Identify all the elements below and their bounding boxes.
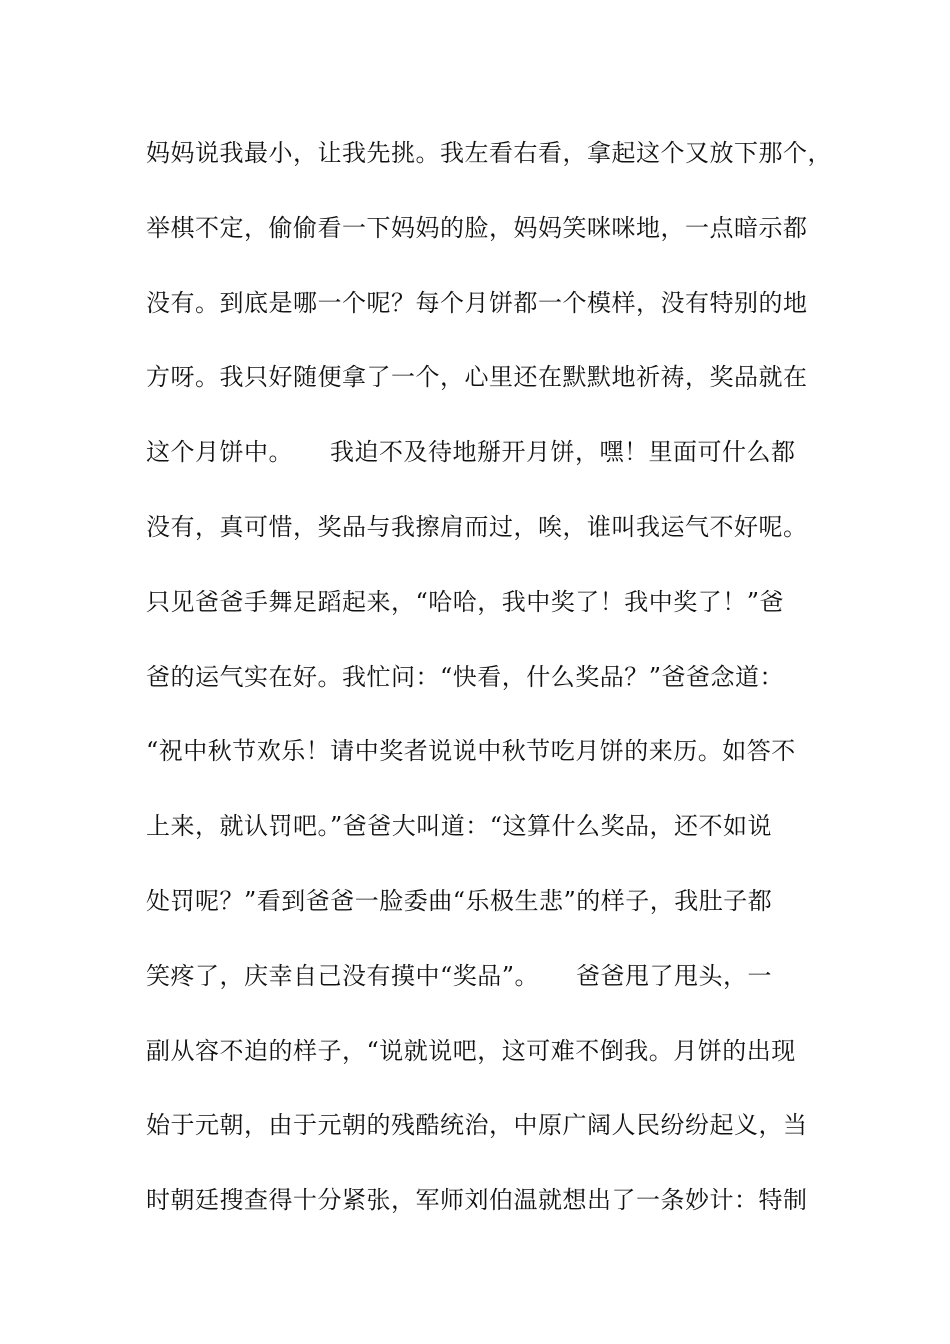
text-line-12: 笑疼了，庆幸自己没有摸中“奖品”。 爸爸甩了甩头，一 [146, 961, 773, 990]
text-line-1: 妈妈说我最小，让我先挑。我左看右看，拿起这个又放下那个， [146, 139, 832, 167]
text-line-5: 这个月饼中。 我迫不及待地掰开月饼，嘿！里面可什么都 [146, 438, 796, 467]
text-line-9: “祝中秋节欢乐！请中奖者说说中秋节吃月饼的来历。如答不 [146, 737, 796, 766]
text-line-6: 没有，真可惜，奖品与我擦肩而过，唉，谁叫我运气不好呢。 [146, 512, 808, 541]
body-text [146, 131, 832, 1253]
text-line-2: 举棋不定，偷偷看一下妈妈的脸，妈妈笑咪咪地，一点暗示都 [146, 213, 808, 242]
text-line-4: 方呀。我只好随便拿了一个，心里还在默默地祈祷，奖品就在 [146, 363, 808, 392]
text-line-8: 爸的运气实在好。我忙问：“快看，什么奖品？”爸爸念道： [146, 662, 785, 691]
text-line-3: 没有。到底是哪一个呢？每个月饼都一个模样，没有特别的地 [146, 288, 808, 317]
text-line-10: 上来，就认罚吧。”爸爸大叫道：“这算什么奖品，还不如说 [146, 812, 773, 841]
text-line-14: 始于元朝，由于元朝的残酷统治，中原广阔人民纷纷起义，当 [146, 1111, 808, 1140]
text-line-15: 时朝廷搜查得十分紧张，军师刘伯温就想出了一条妙计：特制 [146, 1186, 808, 1215]
text-line-13: 副从容不迫的样子，“说就说吧，这可难不倒我。月饼的出现 [146, 1036, 796, 1065]
text-line-11: 处罚呢？”看到爸爸一脸委曲“乐极生悲”的样子，我肚子都 [146, 886, 773, 915]
text-line-7: 只见爸爸手舞足蹈起来，“哈哈，我中奖了！我中奖了！”爸 [146, 587, 785, 616]
